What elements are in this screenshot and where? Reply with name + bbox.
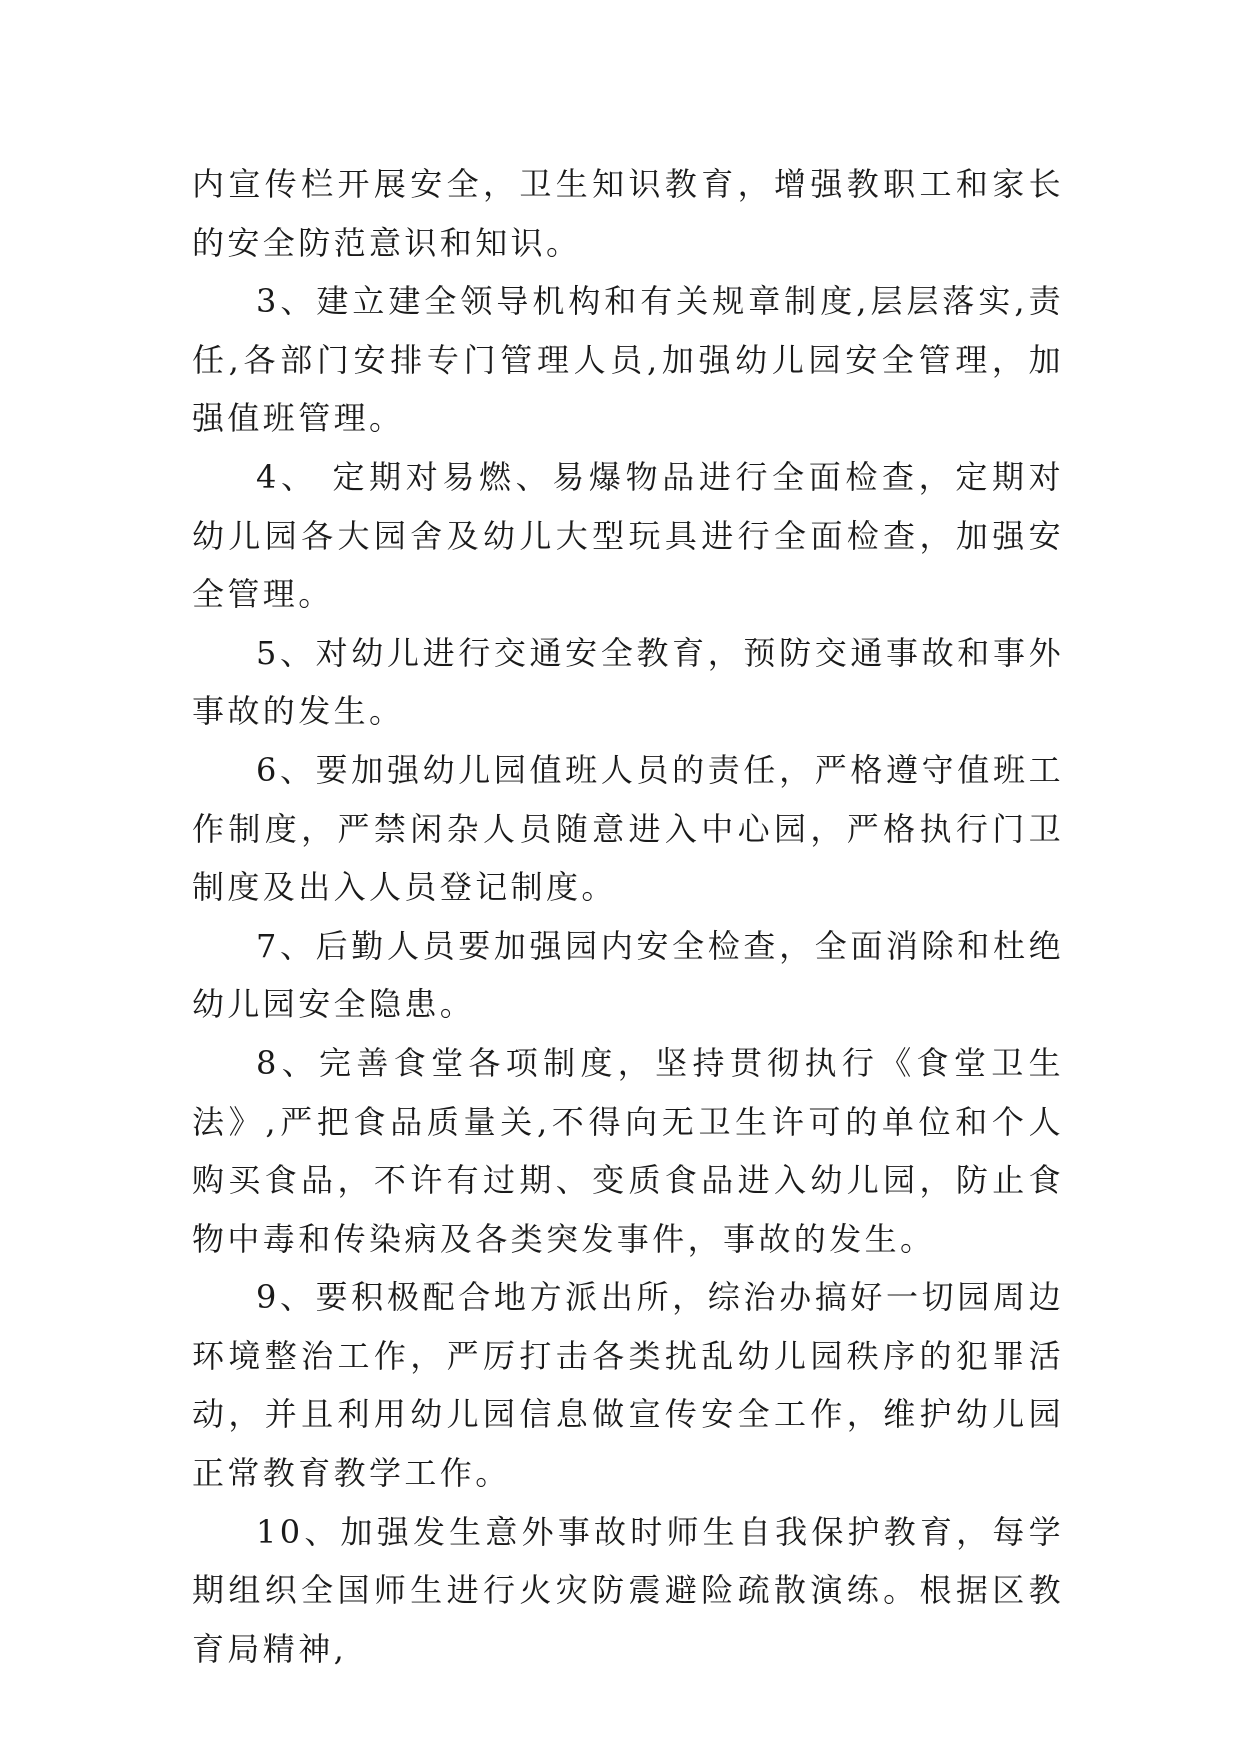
paragraph-item-8: 8、完善食堂各项制度，坚持贯彻执行《食堂卫生法》,严把食品质量关,不得向无卫生许可的单位和个人购买食品，不许有过期、变质食品进入幼儿园，防止食物中毒和传染病及各类突发事件，事故的发生。 <box>192 1043 1064 1258</box>
paragraph-item-5: 5、对幼儿进行交通安全教育，预防交通事故和事外事故的发生。 <box>192 633 1064 731</box>
document-body <box>192 155 1064 1678</box>
paragraph-item-6: 6、要加强幼儿园值班人员的责任，严格遵守值班工作制度，严禁闲杂人员随意进入中心园，严格执行门卫制度及出入人员登记制度。 <box>192 750 1064 907</box>
paragraph-item-4: 4、 定期对易燃、易爆物品进行全面检查，定期对幼儿园各大园舍及幼儿大型玩具进行全面检查，加强安全管理。 <box>192 457 1064 614</box>
paragraph-continuation: 内宣传栏开展安全，卫生知识教育，增强教职工和家长的安全防范意识和知识。 <box>192 165 1064 262</box>
paragraph-item-10: 10、加强发生意外事故时师生自我保护教育，每学期组织全国师生进行火灾防震避险疏散演练。根据区教育局精神, <box>192 1512 1064 1668</box>
paragraph-item-7: 7、后勤人员要加强园内安全检查，全面消除和杜绝幼儿园安全隐患。 <box>192 926 1064 1024</box>
paragraph-item-3: 3、建立建全领导机构和有关规章制度,层层落实,责任,各部门安排专门管理人员,加强幼儿园安全管理，加强值班管理。 <box>192 282 1064 438</box>
paragraph-item-9: 9、要积极配合地方派出所，综治办搞好一切园周边环境整治工作，严厉打击各类扰乱幼儿园秩序的犯罪活动，并且利用幼儿园信息做宣传安全工作，维护幼儿园正常教育教学工作。 <box>192 1278 1064 1493</box>
